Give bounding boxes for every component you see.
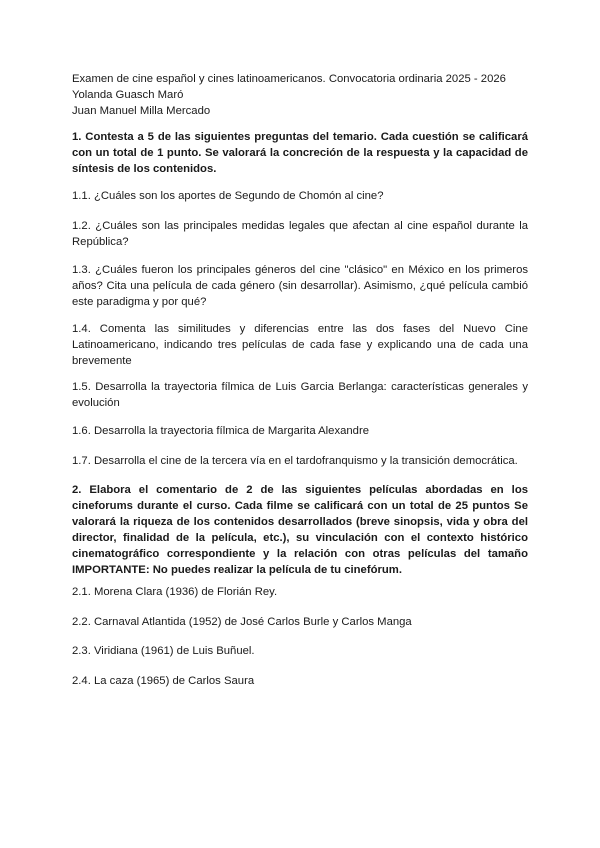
author-name: Juan Manuel Milla Mercado bbox=[72, 105, 211, 117]
question-1-7: 1.7. Desarrolla el cine de la tercera vía en el tardofranquismo y la transición democrática. bbox=[72, 455, 518, 467]
section-1-heading: 1. Contesta a 5 de las siguientes preguntas del temario. Cada cuestión se calificará con un total de 1 punto. Se valorará la concreción de la respuesta y la capacidad de síntesis de los contenidos. bbox=[72, 131, 528, 175]
film-option-2-4: 2.4. La caza (1965) de Carlos Saura bbox=[72, 675, 255, 687]
section-2-heading: 2. Elabora el comentario de 2 de las siguientes películas abordadas en los cineforums durante el curso. Cada filme se calificará con un total de 25 puntos Se valorará la riqueza de los contenidos desarrollados (breve sinopsis, vida y obra del director, finalidad de la película, etc.), su vinculación con el contexto histórico cinematográfico correspondiente y la relación con otras películas del tamaño IMPORTANTE: No puedes realizar la película de tu cinefórum. bbox=[72, 484, 528, 576]
question-1-1: 1.1. ¿Cuáles son los aportes de Segundo de Chomón al cine? bbox=[72, 190, 384, 202]
question-1-5: 1.5. Desarrolla la trayectoria fílmica de Luis Garcia Berlanga: características generales y evolución bbox=[72, 381, 528, 409]
exam-title: Examen de cine español y cines latinoamericanos. Convocatoria ordinaria 2025 - 2026 bbox=[72, 73, 506, 85]
film-option-2-1: 2.1. Morena Clara (1936) de Florián Rey. bbox=[72, 586, 278, 598]
film-option-2-3: 2.3. Viridiana (1961) de Luis Buñuel. bbox=[72, 645, 255, 657]
document-header bbox=[72, 71, 532, 119]
author-name: Yolanda Guasch Maró bbox=[72, 89, 184, 101]
question-1-4: 1.4. Comenta las similitudes y diferencias entre las dos fases del Nuevo Cine Latinoamericano, indicando tres películas de cada fase y explicando una de cada una brevemente bbox=[72, 323, 528, 367]
film-option-2-2: 2.2. Carnaval Atlantida (1952) de José Carlos Burle y Carlos Manga bbox=[72, 616, 412, 628]
question-1-6: 1.6. Desarrolla la trayectoria fílmica de Margarita Alexandre bbox=[72, 425, 369, 437]
question-1-3: 1.3. ¿Cuáles fueron los principales géneros del cine "clásico" en México en los primeros años? Cita una película de cada género (sin desarrollar). Asimismo, ¿qué película cambió este paradigma y por qué? bbox=[72, 264, 528, 308]
question-1-2: 1.2. ¿Cuáles son las principales medidas legales que afectan al cine español durante la República? bbox=[72, 220, 528, 248]
